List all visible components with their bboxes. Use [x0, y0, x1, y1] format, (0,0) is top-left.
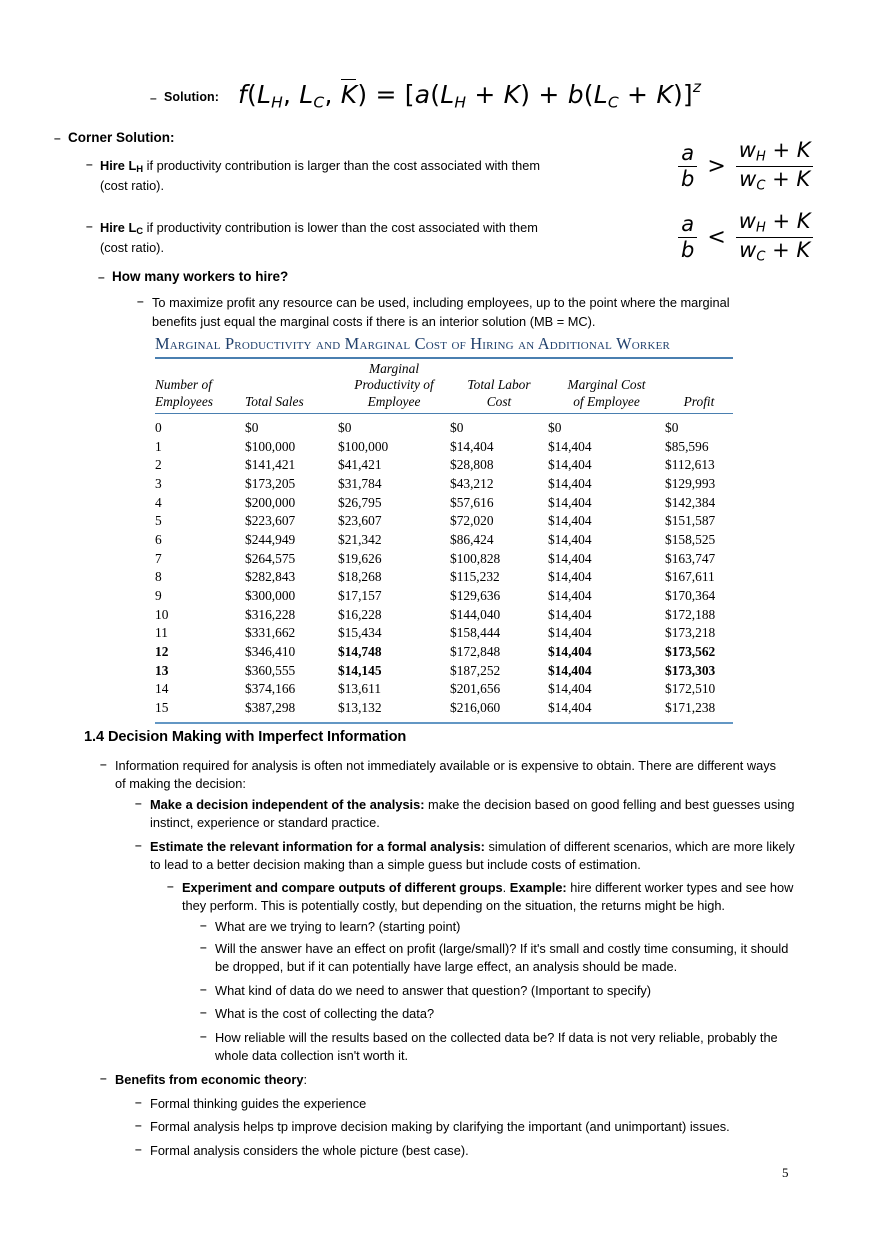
table-cell: 13: [155, 662, 169, 678]
estimate-lead: Estimate the relevant information for a formal analysis:: [150, 839, 485, 854]
table-cell: $142,384: [665, 494, 716, 510]
hire-lh-lead: Hire L: [100, 158, 137, 173]
bullet-dash-icon: –: [200, 918, 207, 932]
table-cell: 11: [155, 625, 168, 641]
table-cell: 5: [155, 513, 162, 529]
wage-ratio-denominator: $w_C + K$: [736, 237, 813, 265]
table-cell: $16,228: [338, 606, 382, 622]
table-cell: $346,410: [245, 644, 296, 660]
ratio-numerator: a: [681, 140, 695, 165]
table-cell: $41,421: [338, 457, 382, 473]
bullet-dash-icon: –: [200, 982, 207, 996]
experiment-text: [167, 879, 799, 916]
bullet-dash-icon: –: [200, 940, 207, 954]
bullet-dash-icon: –: [200, 1029, 207, 1043]
marginal-productivity-table: [155, 334, 733, 724]
how-many-workers-block: [98, 269, 798, 284]
table-cell: $167,611: [665, 569, 715, 585]
table-cell: $244,949: [245, 532, 296, 548]
table-cell: $100,828: [450, 550, 501, 566]
section-heading-1-4: 1.4 Decision Making with Imperfect Information: [84, 729, 407, 745]
table-cell: $13,611: [338, 681, 382, 697]
table-row: [155, 531, 733, 550]
wage-ratio-fraction: [736, 210, 814, 265]
bullet-dash-icon: –: [100, 757, 107, 771]
table-cell: $14,748: [338, 644, 382, 660]
table-cell: 15: [155, 700, 169, 716]
maximize-profit-text: To maximize profit any resource can be used, including employees, up to the point where the marginal benefits just equal the marginal costs if there is an interior solution (MB = MC).: [152, 295, 730, 329]
page-number: 5: [782, 1165, 789, 1180]
benefit-item: [135, 1118, 795, 1136]
table-cell: $374,166: [245, 681, 296, 697]
table-cell: $112,613: [665, 457, 715, 473]
table-cell: $331,662: [245, 625, 296, 641]
table-row: [155, 494, 733, 513]
table-row: [155, 643, 733, 662]
hire-lh-rest: if productivity contribution is larger than the cost associated with them (cost ratio).: [100, 158, 541, 193]
table-cell: $173,218: [665, 625, 716, 641]
experiment-rest: hire different worker types and see how they perform. This is potentially costly, but depending on the situation, the returns might be high.: [182, 880, 794, 914]
benefit-text: Formal analysis considers the whole picture (best case).: [150, 1143, 469, 1158]
table-cell: $129,993: [665, 476, 716, 492]
estimate-rest: simulation of different scenarios, which are more likely to lead to a better decision making than a simple guess but include costs of estimation.: [150, 839, 795, 873]
ratio-a-over-b: [678, 213, 697, 263]
table-cell: $0: [665, 420, 679, 436]
wage-ratio-fraction: [736, 139, 814, 194]
table-cell: $23,607: [338, 513, 382, 529]
table-row: [155, 587, 733, 606]
table-cell: $14,404: [548, 606, 592, 622]
table-cell: $14,404: [548, 532, 592, 548]
table-row: [155, 662, 733, 681]
col-header-total-sales: Total Sales: [245, 393, 304, 409]
table-cell: $173,562: [665, 644, 716, 660]
inequality-less-formula: [678, 210, 813, 265]
table-cell: $18,268: [338, 569, 382, 585]
table-row: [155, 475, 733, 494]
table-cell: 6: [155, 532, 162, 548]
table-cell: 14: [155, 681, 169, 697]
hire-lc-subscript: C: [136, 226, 144, 238]
col-header-marginal-productivity: Marginal Productivity of Employee: [354, 361, 434, 409]
bullet-dash-icon: –: [135, 796, 142, 810]
table-cell: $282,843: [245, 569, 296, 585]
table-cell: $129,636: [450, 588, 501, 604]
table-cell: $85,596: [665, 438, 709, 454]
wage-ratio-denominator: $w_C + K$: [736, 166, 813, 194]
table-cell: $14,404: [548, 662, 592, 678]
inequality-greater-formula: [678, 139, 813, 194]
benefit-text: Formal analysis helps tp improve decision making by clarifying the important (and unimportant) issues.: [150, 1119, 730, 1134]
benefits-colon: :: [303, 1072, 307, 1087]
table-cell: $14,404: [548, 550, 592, 566]
table-cell: $158,525: [665, 532, 716, 548]
table-header-row: [155, 359, 733, 413]
make-decision-text: [135, 796, 795, 833]
table-cell: 8: [155, 569, 162, 585]
table-cell: $14,404: [548, 625, 592, 641]
table-cell: $100,000: [245, 438, 296, 454]
table-row: [155, 456, 733, 475]
table-bottom-rule: [155, 722, 733, 724]
table-cell: $172,848: [450, 644, 501, 660]
bullet-dash-icon: –: [135, 838, 142, 852]
question-text: What are we trying to learn? (starting point): [215, 919, 461, 934]
table-row: [155, 606, 733, 625]
table-cell: $72,020: [450, 513, 494, 529]
table-cell: $387,298: [245, 700, 296, 716]
table-cell: 1: [155, 438, 162, 454]
table-cell: $158,444: [450, 625, 501, 641]
table-row: [155, 568, 733, 587]
table-cell: $17,157: [338, 588, 382, 604]
table-row: [155, 699, 733, 722]
table-cell: $14,404: [548, 681, 592, 697]
table-cell: 10: [155, 606, 169, 622]
table-cell: $86,424: [450, 532, 494, 548]
table-cell: 12: [155, 644, 169, 660]
table-row: [155, 680, 733, 699]
how-many-workers-heading: [98, 269, 798, 284]
table-row: [155, 414, 733, 438]
experiment-lead: Experiment and compare outputs of different groups: [182, 880, 503, 895]
table-cell: $57,616: [450, 494, 494, 510]
col-header-total-labor-cost: Total Labor Cost: [467, 377, 531, 409]
bullet-dash-icon: –: [86, 157, 93, 171]
table-cell: $141,421: [245, 457, 296, 473]
table-cell: $28,808: [450, 457, 494, 473]
bullet-dash-icon: –: [150, 91, 157, 105]
make-decision-rest: make the decision based on good felling and best guesses using instinct, experience or standard practice.: [150, 797, 795, 831]
table-cell: $200,000: [245, 494, 296, 510]
table-cell: $14,404: [548, 513, 592, 529]
make-decision-paragraph: [135, 796, 795, 833]
table-cell: $172,188: [665, 606, 716, 622]
bullet-dash-icon: –: [135, 1118, 142, 1132]
information-required-paragraph: [100, 757, 780, 794]
table-grid: [155, 359, 733, 413]
bullet-dash-icon: –: [86, 219, 93, 233]
benefit-text: Formal thinking guides the experience: [150, 1096, 367, 1111]
table-cell: $14,404: [450, 438, 494, 454]
bullet-dash-icon: –: [167, 879, 174, 893]
table-cell: 0: [155, 420, 162, 436]
table-cell: $0: [245, 420, 259, 436]
table-cell: 3: [155, 476, 162, 492]
table-cell: $264,575: [245, 550, 296, 566]
table-title: Marginal Productivity and Marginal Cost of Hiring an Additional Worker: [155, 334, 671, 353]
bullet-dash-icon: –: [100, 1071, 107, 1085]
table-cell: $360,555: [245, 662, 296, 678]
table-cell: 2: [155, 457, 162, 473]
table-cell: 9: [155, 588, 162, 604]
table-cell: $21,342: [338, 532, 382, 548]
col-header-number-of-employees: Number of Employees: [155, 377, 214, 409]
production-function-formula: $f(L_H$, $L_C$, $K) = [a(L_H + K) + b(L_C + K)]^z$: [238, 78, 702, 112]
table-cell: $163,747: [665, 550, 716, 566]
table-cell: $26,795: [338, 494, 382, 510]
table-cell: 7: [155, 550, 162, 566]
experiment-example-label: Example:: [509, 880, 567, 895]
bullet-dash-icon: –: [135, 1142, 142, 1156]
table-cell: $300,000: [245, 588, 296, 604]
hire-lc-rest: if productivity contribution is lower than the cost associated with them (cost ratio).: [100, 220, 538, 255]
wage-ratio-numerator: $w_H + K$: [738, 138, 811, 165]
how-many-workers-heading-text: How many workers to hire?: [112, 269, 289, 284]
table-cell: $31,784: [338, 476, 382, 492]
solution-bullet: [98, 78, 798, 118]
table-cell: $14,404: [548, 494, 592, 510]
benefit-item: [135, 1095, 775, 1113]
greater-than-operator: >: [707, 154, 726, 180]
table-cell: $0: [548, 420, 562, 436]
table-row: [155, 624, 733, 643]
benefits-lead: Benefits from economic theory: [115, 1072, 304, 1087]
experiment-paragraph: [167, 879, 799, 916]
bullet-dash-icon: –: [200, 1005, 207, 1019]
col-header-marginal-cost: Marginal Cost of Employee: [567, 377, 646, 409]
table-row: [155, 438, 733, 457]
wage-ratio-numerator: $w_H + K$: [738, 209, 811, 236]
table-cell: $0: [338, 420, 352, 436]
ratio-numerator: a: [681, 211, 695, 236]
hire-lc-text: [86, 219, 566, 257]
question-item: [200, 1029, 800, 1066]
question-text: What kind of data do we need to answer that question? (Important to specify): [215, 983, 652, 998]
table-row: [155, 550, 733, 569]
information-required-text: Information required for analysis is often not immediately available or is expensive to obtain. There are different ways of making the decision:: [115, 758, 777, 792]
table-cell: $13,132: [338, 700, 382, 716]
estimate-information-text: [135, 838, 795, 875]
table-cell: $216,060: [450, 700, 501, 716]
question-text: What is the cost of collecting the data?: [215, 1006, 435, 1021]
table-cell: $171,238: [665, 700, 716, 716]
table-cell: $187,252: [450, 662, 501, 678]
question-text: How reliable will the results based on the collected data be? If data is not very reliable, probably the whole data collection isn't worth it.: [215, 1030, 778, 1064]
table-cell: $14,404: [548, 569, 592, 585]
question-text: Will the answer have an effect on profit (large/small)? If it's small and costly time consuming, it should be dropped, but if it can potentially have large effect, an analysis should be made.: [215, 941, 789, 975]
hire-lh-text: [86, 157, 566, 195]
table-cell: $316,228: [245, 606, 296, 622]
maximize-profit-paragraph: [137, 294, 769, 331]
solution-block: [98, 78, 798, 118]
corner-solution-heading: [54, 130, 175, 145]
ratio-a-over-b: [678, 142, 697, 192]
table-cell: $15,434: [338, 625, 382, 641]
corner-solution-heading-text: Corner Solution:: [68, 130, 175, 145]
hire-lc-lead: Hire L: [100, 220, 137, 235]
table-cell: $14,404: [548, 644, 592, 660]
hire-lh-subscript: H: [136, 164, 144, 176]
table-cell: $14,404: [548, 588, 592, 604]
less-than-operator: <: [707, 225, 726, 251]
table-cell: $43,212: [450, 476, 494, 492]
make-decision-lead: Make a decision independent of the analysis:: [150, 797, 425, 812]
table-body: [155, 414, 733, 722]
table-cell: $100,000: [338, 438, 389, 454]
table-head: [155, 359, 733, 413]
question-item: [200, 982, 800, 1000]
table-cell: $14,404: [548, 457, 592, 473]
table-cell: $144,040: [450, 606, 501, 622]
experiment-mid: .: [502, 880, 510, 895]
hire-lh-item: [86, 157, 566, 195]
question-item: [200, 918, 800, 936]
table-cell: $223,607: [245, 513, 296, 529]
table-cell: $115,232: [450, 569, 500, 585]
table-body-grid: [155, 414, 733, 722]
benefits-heading-text: [100, 1071, 700, 1089]
benefit-item: [135, 1142, 775, 1160]
table-cell: $173,205: [245, 476, 296, 492]
table-cell: $173,303: [665, 662, 716, 678]
bullet-dash-icon: –: [137, 294, 144, 308]
table-cell: $19,626: [338, 550, 382, 566]
table-cell: $0: [450, 420, 464, 436]
ratio-denominator: b: [678, 237, 697, 263]
table-row: [155, 512, 733, 531]
table-cell: 4: [155, 494, 162, 510]
col-header-profit: Profit: [683, 393, 715, 409]
question-item: [200, 940, 798, 977]
table-cell: $14,404: [548, 700, 592, 716]
table-cell: $151,587: [665, 513, 716, 529]
table-cell: $201,656: [450, 681, 501, 697]
estimate-information-paragraph: [135, 838, 795, 875]
table-cell: $170,364: [665, 588, 716, 604]
table-cell: $14,404: [548, 476, 592, 492]
question-item: [200, 1005, 800, 1023]
table-cell: $172,510: [665, 681, 716, 697]
solution-label: Solution:: [164, 90, 220, 104]
benefits-heading: [100, 1071, 700, 1089]
hire-lc-item: [86, 219, 566, 257]
table-cell: $14,145: [338, 662, 382, 678]
table-cell: $14,404: [548, 438, 592, 454]
bullet-dash-icon: –: [98, 270, 105, 284]
bullet-dash-icon: –: [135, 1095, 142, 1109]
ratio-denominator: b: [678, 166, 697, 192]
bullet-dash-icon: –: [54, 131, 61, 145]
